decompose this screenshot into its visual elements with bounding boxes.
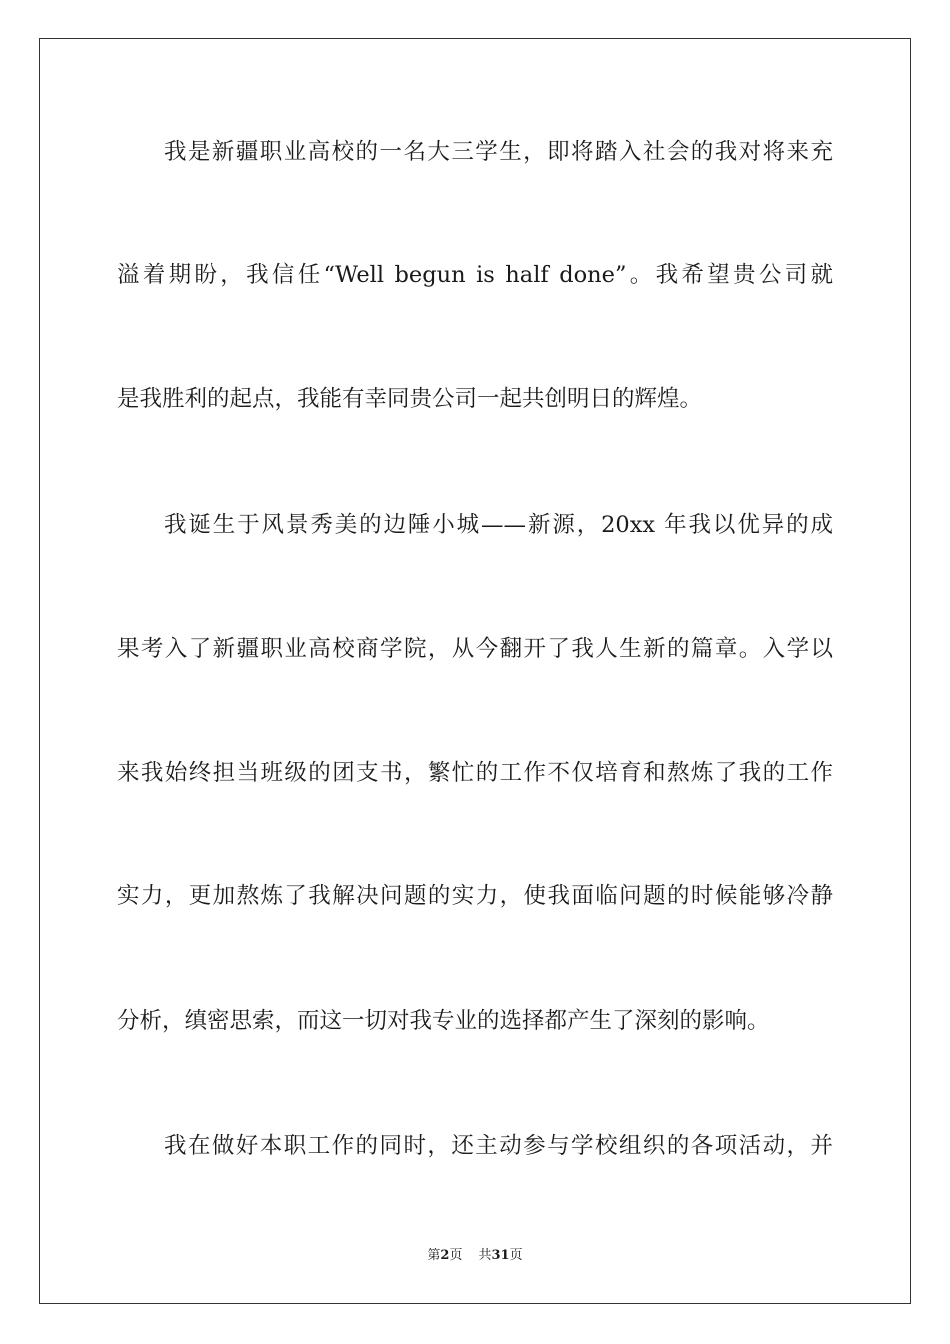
page-border — [39, 38, 911, 1304]
paragraph-3-line-1: 我在做好本职工作的同时，还主动参与学校组织的各项活动，并 — [164, 1133, 833, 1159]
page-number: 2 — [440, 1248, 450, 1263]
paragraph-2-line-2: 果考入了新疆职业高校商学院，从今翻开了我人生新的篇章。入学以 — [117, 636, 833, 662]
total-suffix: 页 — [509, 1248, 523, 1263]
paragraph-2-line-4: 实力，更加熬炼了我解决问题的实力，使我面临问题的时候能够冷静 — [117, 883, 833, 909]
paragraph-1-line-3: 是我胜利的起点，我能有幸同贵公司一起共创明日的辉煌。 — [117, 386, 703, 412]
page-suffix: 页 — [449, 1248, 463, 1263]
paragraph-1-line-1: 我是新疆职业高校的一名大三学生，即将踏入社会的我对将来充 — [164, 139, 833, 165]
page-footer — [0, 1247, 950, 1265]
total-prefix: 共 — [478, 1248, 492, 1263]
paragraph-2-line-3: 来我始终担当班级的团支书，繁忙的工作不仅培育和熬炼了我的工作 — [117, 760, 833, 786]
page-prefix: 第 — [427, 1248, 441, 1263]
paragraph-1-line-2: 溢着期盼，我信任“Well begun is half done”。我希望贵公司就 — [117, 262, 833, 288]
paragraph-2-line-1: 我诞生于风景秀美的边陲小城——新源，20xx 年我以优异的成 — [164, 512, 833, 538]
paragraph-2-line-5: 分析，缜密思索，而这一切对我专业的选择都产生了深刻的影响。 — [117, 1008, 770, 1034]
total-pages: 31 — [491, 1248, 510, 1263]
